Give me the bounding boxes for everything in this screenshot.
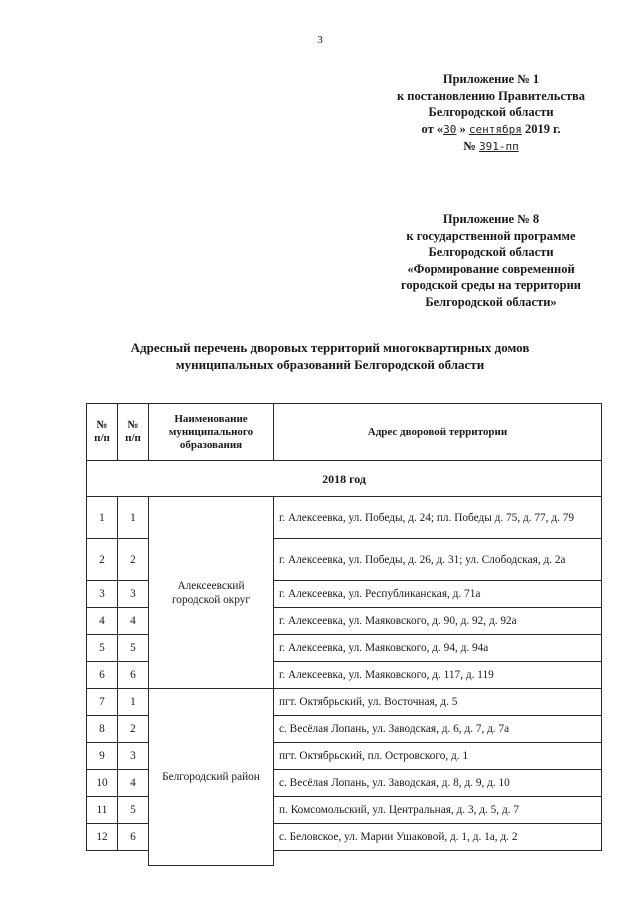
row-number: 5 <box>87 635 118 662</box>
number-value: 391-пп <box>478 140 519 154</box>
header-address: Адрес дворовой территории <box>274 404 602 461</box>
address-cell: г. Алексеевка, ул. Республиканская, д. 71а <box>274 581 602 608</box>
table-row <box>87 689 602 716</box>
continuation-blank <box>118 851 149 866</box>
appendix-8-block <box>371 211 611 311</box>
resolution-date <box>371 121 611 139</box>
date-year: 2019 г. <box>524 121 561 136</box>
address-cell: г. Алексеевка, ул. Маяковского, д. 94, д. 94а <box>274 635 602 662</box>
date-month: сентября <box>468 122 522 136</box>
year-label: 2018 год <box>87 461 602 497</box>
row-number: 9 <box>87 743 118 770</box>
row-local-number: 6 <box>118 662 149 689</box>
row-number: 8 <box>87 716 118 743</box>
header-num-local: № п/п <box>118 404 149 461</box>
row-number: 3 <box>87 581 118 608</box>
appendix-8-line-3: Белгородской области <box>428 245 554 260</box>
address-cell: с. Беловское, ул. Марии Ушаковой, д. 1, д. 1а, д. 2 <box>274 824 602 851</box>
municipality-cell: Алексеевский городской округ <box>149 497 274 689</box>
date-mid: » <box>459 121 466 136</box>
header-num-total: № п/п <box>87 404 118 461</box>
row-number: 4 <box>87 608 118 635</box>
row-local-number: 3 <box>118 743 149 770</box>
date-prefix: от « <box>421 121 444 136</box>
municipality-cell: Белгородский район <box>149 689 274 866</box>
row-local-number: 1 <box>118 689 149 716</box>
document-title-line-2: муниципальных образований Белгородской области <box>175 357 485 372</box>
address-cell: г. Алексеевка, ул. Маяковского, д. 117, д. 119 <box>274 662 602 689</box>
row-number: 1 <box>87 497 118 539</box>
continuation-blank <box>274 851 602 866</box>
row-local-number: 3 <box>118 581 149 608</box>
date-day: 30 <box>443 122 457 136</box>
appendix-8-line-6: Белгородской области» <box>425 294 557 309</box>
document-title-line-1: Адресный перечень дворовых территорий многоквартирных домов <box>130 340 530 355</box>
appendix-8-title: Приложение № 8 <box>442 212 540 226</box>
address-cell: г. Алексеевка, ул. Победы, д. 24; пл. Победы д. 75, д. 77, д. 79 <box>274 497 602 539</box>
address-cell: г. Алексеевка, ул. Маяковского, д. 90, д. 92, д. 92а <box>274 608 602 635</box>
row-local-number: 4 <box>118 770 149 797</box>
table-header-row <box>87 404 602 461</box>
address-cell: с. Весёлая Лопань, ул. Заводская, д. 6, д. 7, д. 7а <box>274 716 602 743</box>
header-municipality: Наименование муниципального образования <box>149 404 274 461</box>
row-number: 6 <box>87 662 118 689</box>
row-number: 10 <box>87 770 118 797</box>
document-title <box>60 339 600 373</box>
address-table <box>86 403 602 866</box>
row-number: 7 <box>87 689 118 716</box>
row-local-number: 1 <box>118 497 149 539</box>
row-number: 11 <box>87 797 118 824</box>
address-cell: пгт. Октябрьский, ул. Восточная, д. 5 <box>274 689 602 716</box>
row-local-number: 4 <box>118 608 149 635</box>
page-number: 3 <box>317 34 323 46</box>
table-row <box>87 497 602 539</box>
appendix-1-title: Приложение № 1 <box>442 72 540 86</box>
row-local-number: 5 <box>118 635 149 662</box>
continuation-blank <box>87 851 118 866</box>
appendix-1-line-3: Белгородской области <box>428 105 554 120</box>
appendix-8-line-5: городской среды на территории <box>401 278 581 293</box>
appendix-8-line-4: «Формирование современной <box>407 261 575 276</box>
row-local-number: 6 <box>118 824 149 851</box>
address-cell: г. Алексеевка, ул. Победы, д. 26, д. 31; ул. Слободская, д. 2а <box>274 539 602 581</box>
row-local-number: 2 <box>118 716 149 743</box>
address-cell: п. Комсомольский, ул. Центральная, д. 3, д. 5, д. 7 <box>274 797 602 824</box>
year-row <box>87 461 602 497</box>
row-number: 12 <box>87 824 118 851</box>
number-prefix: № <box>463 139 476 154</box>
row-local-number: 2 <box>118 539 149 581</box>
appendix-1-block <box>371 71 611 156</box>
address-cell: пгт. Октябрьский, пл. Островского, д. 1 <box>274 743 602 770</box>
appendix-8-line-2: к государственной программе <box>406 228 576 243</box>
row-local-number: 5 <box>118 797 149 824</box>
row-number: 2 <box>87 539 118 581</box>
address-cell: с. Весёлая Лопань, ул. Заводская, д. 8, д. 9, д. 10 <box>274 770 602 797</box>
resolution-number <box>371 138 611 156</box>
appendix-1-line-2: к постановлению Правительства <box>396 88 586 103</box>
